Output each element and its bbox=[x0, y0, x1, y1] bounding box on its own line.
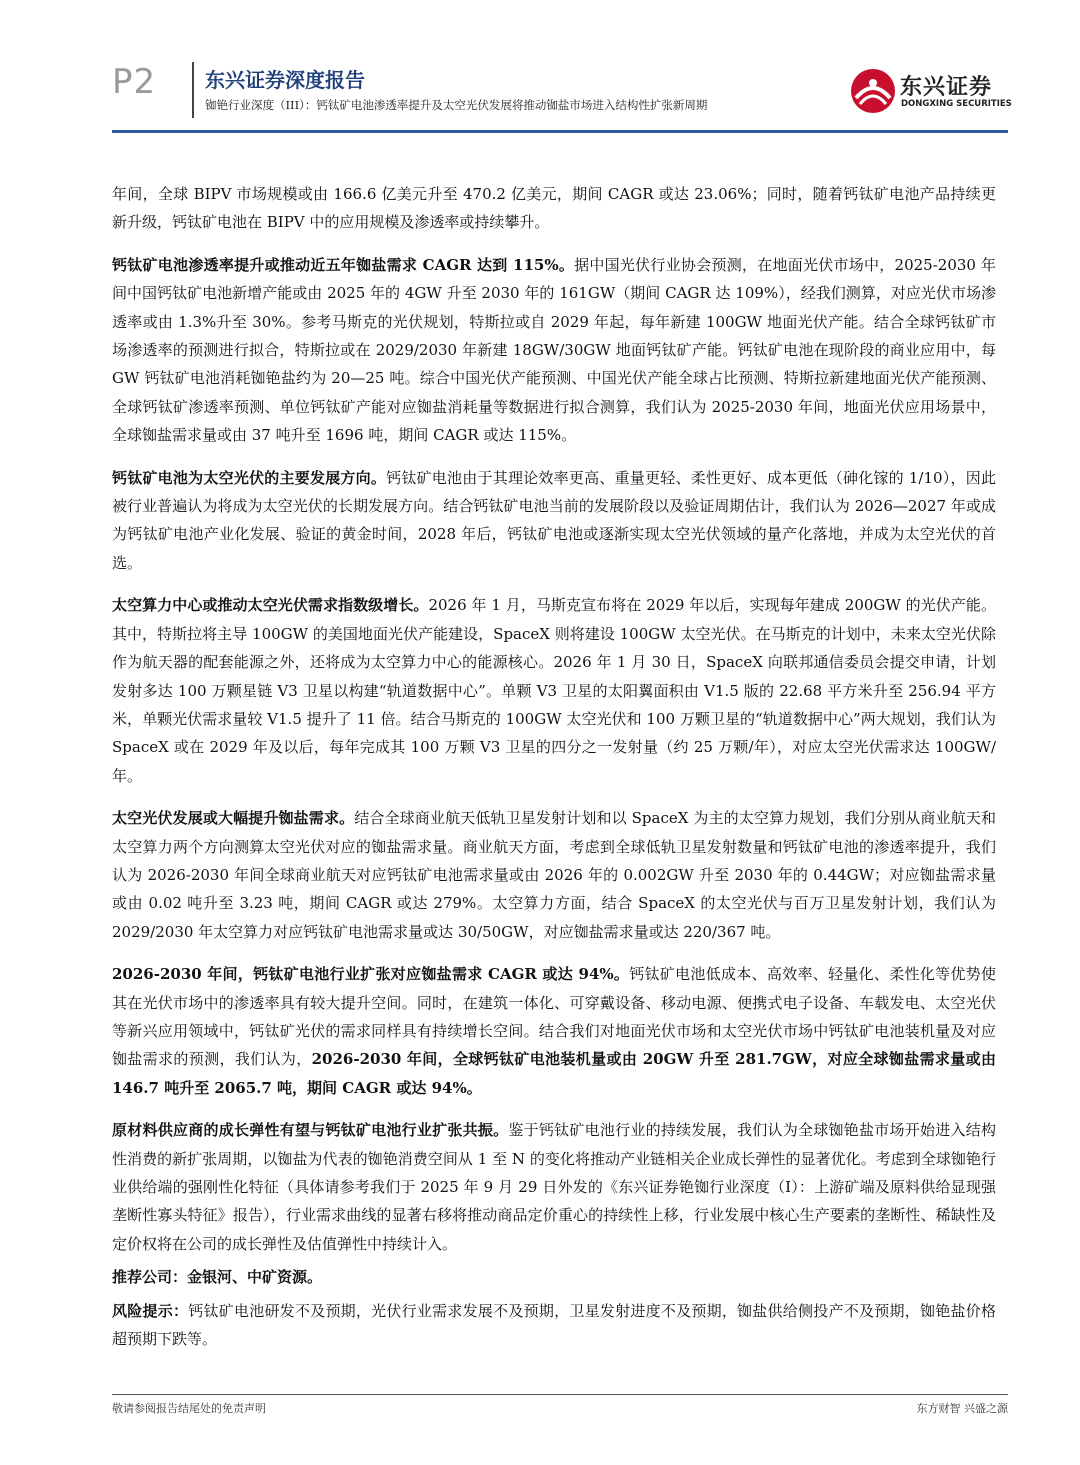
paragraph-conclusion: 2026-2030 年间，全球钙钛矿电池装机量或由 20GW 升至 281.7GW，对应全球铷盐需求量或由 146.7 吨升至 2065.7 吨，期间 CAGR 或达 94%。 bbox=[112, 1050, 996, 1097]
company-logo bbox=[850, 68, 1010, 114]
paragraph-lead: 2026-2030 年间，钙钛矿电池行业扩张对应铷盐需求 CAGR 或达 94%。 bbox=[112, 965, 630, 984]
paragraph-penetration-demand bbox=[112, 251, 996, 450]
footer-rule bbox=[112, 1394, 1008, 1395]
paragraph-lead: 太空算力中心或推动太空光伏需求指数级增长。 bbox=[112, 596, 429, 615]
paragraph-supplier-growth bbox=[112, 1116, 996, 1258]
paragraph-lead: 推荐公司：金银河、中矿资源。 bbox=[112, 1268, 323, 1287]
paragraph-space-compute bbox=[112, 591, 996, 790]
paragraph-text: 鉴于钙钛矿电池行业的持续发展，我们认为全球铷铯盐市场开始进入结构性消费的新扩张周期，以铷盐为代表的铷铯消费空间从 1 至 N 的变化将推动产业链相关企业成长弹性的显著优化。考虑到全球铷铯行业供给端的强刚性化特征（具体请参考我们于 2025 年 9 月 29 日外发的《东兴证券铯铷行业深度（I）：上游矿端及原料供给显现强垄断性寡头特征》报告），行业需求曲线的显著右移将推动商品定价重心的持续性上移，行业发展中核心生产要素的垄断性、稀缺性及定价权将在公司的成长弹性及估值弹性中持续计入。 bbox=[112, 1121, 996, 1253]
brand-title: 东兴证券深度报告 bbox=[205, 68, 365, 92]
logo-text-en: DONGXING SECURITIES bbox=[901, 99, 1012, 109]
paragraph-lead: 钙钛矿电池为太空光伏的主要发展方向。 bbox=[112, 468, 387, 487]
header-divider bbox=[192, 62, 194, 118]
paragraph-recommended bbox=[112, 1263, 996, 1291]
dongxing-logo-icon bbox=[850, 68, 896, 114]
paragraph-bipv-market bbox=[112, 180, 996, 237]
paragraph-lead: 钙钛矿电池渗透率提升或推动近五年铷盐需求 CAGR 达到 115%。 bbox=[112, 255, 575, 274]
paragraph-text: 年间，全球 BIPV 市场规模或由 166.6 亿美元升至 470.2 亿美元，期间 CAGR 或达 23.06%；同时，随着钙钛矿电池产品持续更新升级，钙钛矿电池在 BIPV 中的应用规模及渗透率或持续攀升。 bbox=[112, 185, 996, 232]
paragraph-cagr-summary bbox=[112, 960, 996, 1102]
logo-text-cn: 东兴证券 bbox=[900, 75, 993, 100]
paragraph-risk bbox=[112, 1297, 996, 1354]
paragraph-lead: 风险提示： bbox=[112, 1301, 189, 1320]
paragraph-text: 据中国光伏行业协会预测，在地面光伏市场中，2025-2030 年间中国钙钛矿电池新增产能或由 2025 年的 4GW 升至 2030 年的 161GW（期间 CAGR 达 109%），经我们测算，对应光伏市场渗透率或由 1.3%升至 30%。参考马斯克的光伏规划，特斯拉或自 2029 年起，每年新建 100GW 地面光伏产能。结合全球钙钛矿市场渗透率的预测进行拟合，特斯拉或在 2029/2030 年新建 18GW/30GW 地面钙钛矿产能。钙钛矿电池在现阶段的商业应用中，每 GW 钙钛矿电池消耗铷铯盐约为 20—25 吨。综合中国光伏产能预测、中国光伏产能全球占比预测、特斯拉新建地面光伏产能预测、全球钙钛矿渗透率预测、单位钙钛矿产能对应铷盐消耗量等数据进行拟合测算，我们认为 2025-2030 年间，地面光伏应用场景中，全球铷盐需求量或由 37 吨升至 1696 吨，期间 CAGR 或达 115%。 bbox=[112, 255, 996, 445]
paragraph-lead: 原材料供应商的成长弹性有望与钙钛矿电池行业扩张共振。 bbox=[112, 1121, 509, 1140]
page-number: P2 bbox=[112, 62, 157, 102]
footer-disclaimer: 敬请参阅报告结尾处的免责声明 bbox=[112, 1402, 266, 1415]
page-header bbox=[0, 0, 1080, 140]
footer-slogan: 东方财智 兴盛之源 bbox=[916, 1402, 1008, 1415]
paragraph-text: 钙钛矿电池研发不及预期，光伏行业需求发展不及预期，卫星发射进度不及预期，铷盐供给侧投产不及预期，铷铯盐价格超预期下跌等。 bbox=[112, 1301, 996, 1349]
paragraph-lead: 太空光伏发展或大幅提升铷盐需求。 bbox=[112, 809, 355, 828]
report-subtitle: 铷铯行业深度（III）：钙钛矿电池渗透率提升及太空光伏发展将推动铷盐市场进入结构性扩张新周期 bbox=[205, 98, 708, 112]
paragraph-space-pv-demand bbox=[112, 804, 996, 946]
paragraph-text: 钙钛矿电池低成本、高效率、轻量化、柔性化等优势使其在光伏市场中的渗透率具有较大提升空间。同时，在建筑一体化、可穿戴设备、移动电源、便携式电子设备、车载发电、太空光伏等新兴应用领域中，钙钛矿光伏的需求同样具有持续增长空间。结合我们对地面光伏市场和太空光伏市场中钙钛矿电池装机量及对应铷盐需求的预测，我们认为， bbox=[112, 965, 996, 1069]
paragraph-text: 钙钛矿电池由于其理论效率更高、重量更轻、柔性更好、成本更低（砷化镓的 1/10），因此被行业普遍认为将成为太空光伏的长期发展方向。结合钙钛矿电池当前的发展阶段以及验证周期估计，我们认为 2026—2027 年或成为钙钛矿电池产业化发展、验证的黄金时间，2028 年后，钙钛矿电池或逐渐实现太空光伏领域的量产化落地，并成为太空光伏的首选。 bbox=[112, 468, 996, 572]
paragraph-space-pv-direction bbox=[112, 464, 996, 578]
header-rule bbox=[112, 130, 1008, 133]
report-body bbox=[112, 180, 996, 1367]
paragraph-text: 结合全球商业航天低轨卫星发射计划和以 SpaceX 为主的太空算力规划，我们分别从商业航天和太空算力两个方向测算太空光伏对应的铷盐需求量。商业航天方面，考虑到全球低轨卫星发射数量和钙钛矿电池的渗透率提升，我们认为 2026-2030 年间全球商业航天对应钙钛矿电池需求量或由 2026 年的 0.002GW 升至 2030 年的 0.44GW；对应铷盐需求量或由 0.02 吨升至 3.23 吨，期间 CAGR 或达 279%。太空算力方面，结合 SpaceX 的太空光伏与百万卫星发射计划，我们认为 2029/2030 年太空算力对应钙钛矿电池需求量或达 30/50GW，对应铷盐需求量或达 220/367 吨。 bbox=[112, 809, 996, 941]
paragraph-text: 2026 年 1 月，马斯克宣布将在 2029 年以后，实现每年建成 200GW 的光伏产能。其中，特斯拉将主导 100GW 的美国地面光伏产能建设，SpaceX 则将建设 100GW 太空光伏。在马斯克的计划中，未来太空光伏除作为航天器的配套能源之外，还将成为太空算力中心的能源核心。2026 年 1 月 30 日，SpaceX 向联邦通信委员会提交申请，计划发射多达 100 万颗星链 V3 卫星以构建“轨道数据中心”。单颗 V3 卫星的太阳翼面积由 V1.5 版的 22.68 平方米升至 256.94 平方米，单颗光伏需求量较 V1.5 提升了 11 倍。结合马斯克的 100GW 太空光伏和 100 万颗卫星的“轨道数据中心”两大规划，我们认为 SpaceX 或在 2029 年及以后，每年完成其 100 万颗 V3 卫星的四分之一发射量（约 25 万颗/年），对应太空光伏需求达 100GW/年。 bbox=[112, 596, 996, 785]
